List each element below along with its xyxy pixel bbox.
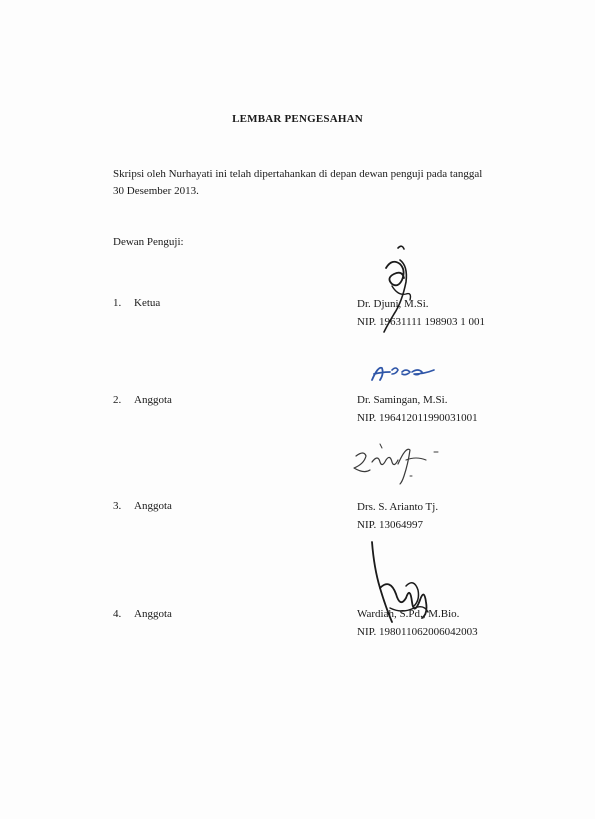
signature-member-1 (372, 240, 422, 340)
member-3-role: Anggota (134, 500, 172, 512)
member-4-number: 4. (113, 608, 122, 620)
member-3-block (357, 498, 438, 534)
statement-line-2: 30 Desember 2013. (113, 185, 199, 197)
member-3-nip: NIP. 13064997 (357, 519, 424, 531)
member-2-role: Anggota (134, 394, 172, 406)
member-3-name: Drs. S. Arianto Tj. (357, 501, 439, 513)
board-label: Dewan Penguji: (113, 236, 184, 248)
member-1-number: 1. (113, 297, 122, 309)
member-2-number: 2. (113, 394, 122, 406)
member-4-role: Anggota (134, 608, 172, 620)
member-1-nip: NIP. 19631111 198903 1 001 (357, 316, 486, 328)
member-1-role: Ketua (134, 297, 161, 309)
member-2-block (357, 391, 478, 427)
statement-line-1: Skripsi oleh Nurhayati ini telah dipertahankan di depan dewan penguji pada tanggal (113, 168, 483, 180)
member-1-name: Dr. Djuni, M.Si. (357, 298, 429, 310)
signature-member-4 (366, 538, 446, 630)
signature-member-2 (368, 362, 440, 386)
approval-statement (113, 166, 533, 200)
member-3-number: 3. (113, 500, 122, 512)
signature-member-3 (350, 440, 450, 490)
member-4-nip: NIP. 198011062006042003 (357, 626, 478, 638)
member-4-name: Wardiah, S.Pd., M.Bio. (357, 608, 460, 620)
member-2-name: Dr. Samingan, M.Si. (357, 394, 448, 406)
member-2-nip: NIP. 196412011990031001 (357, 412, 478, 424)
page-title: LEMBAR PENGESAHAN (232, 113, 363, 125)
